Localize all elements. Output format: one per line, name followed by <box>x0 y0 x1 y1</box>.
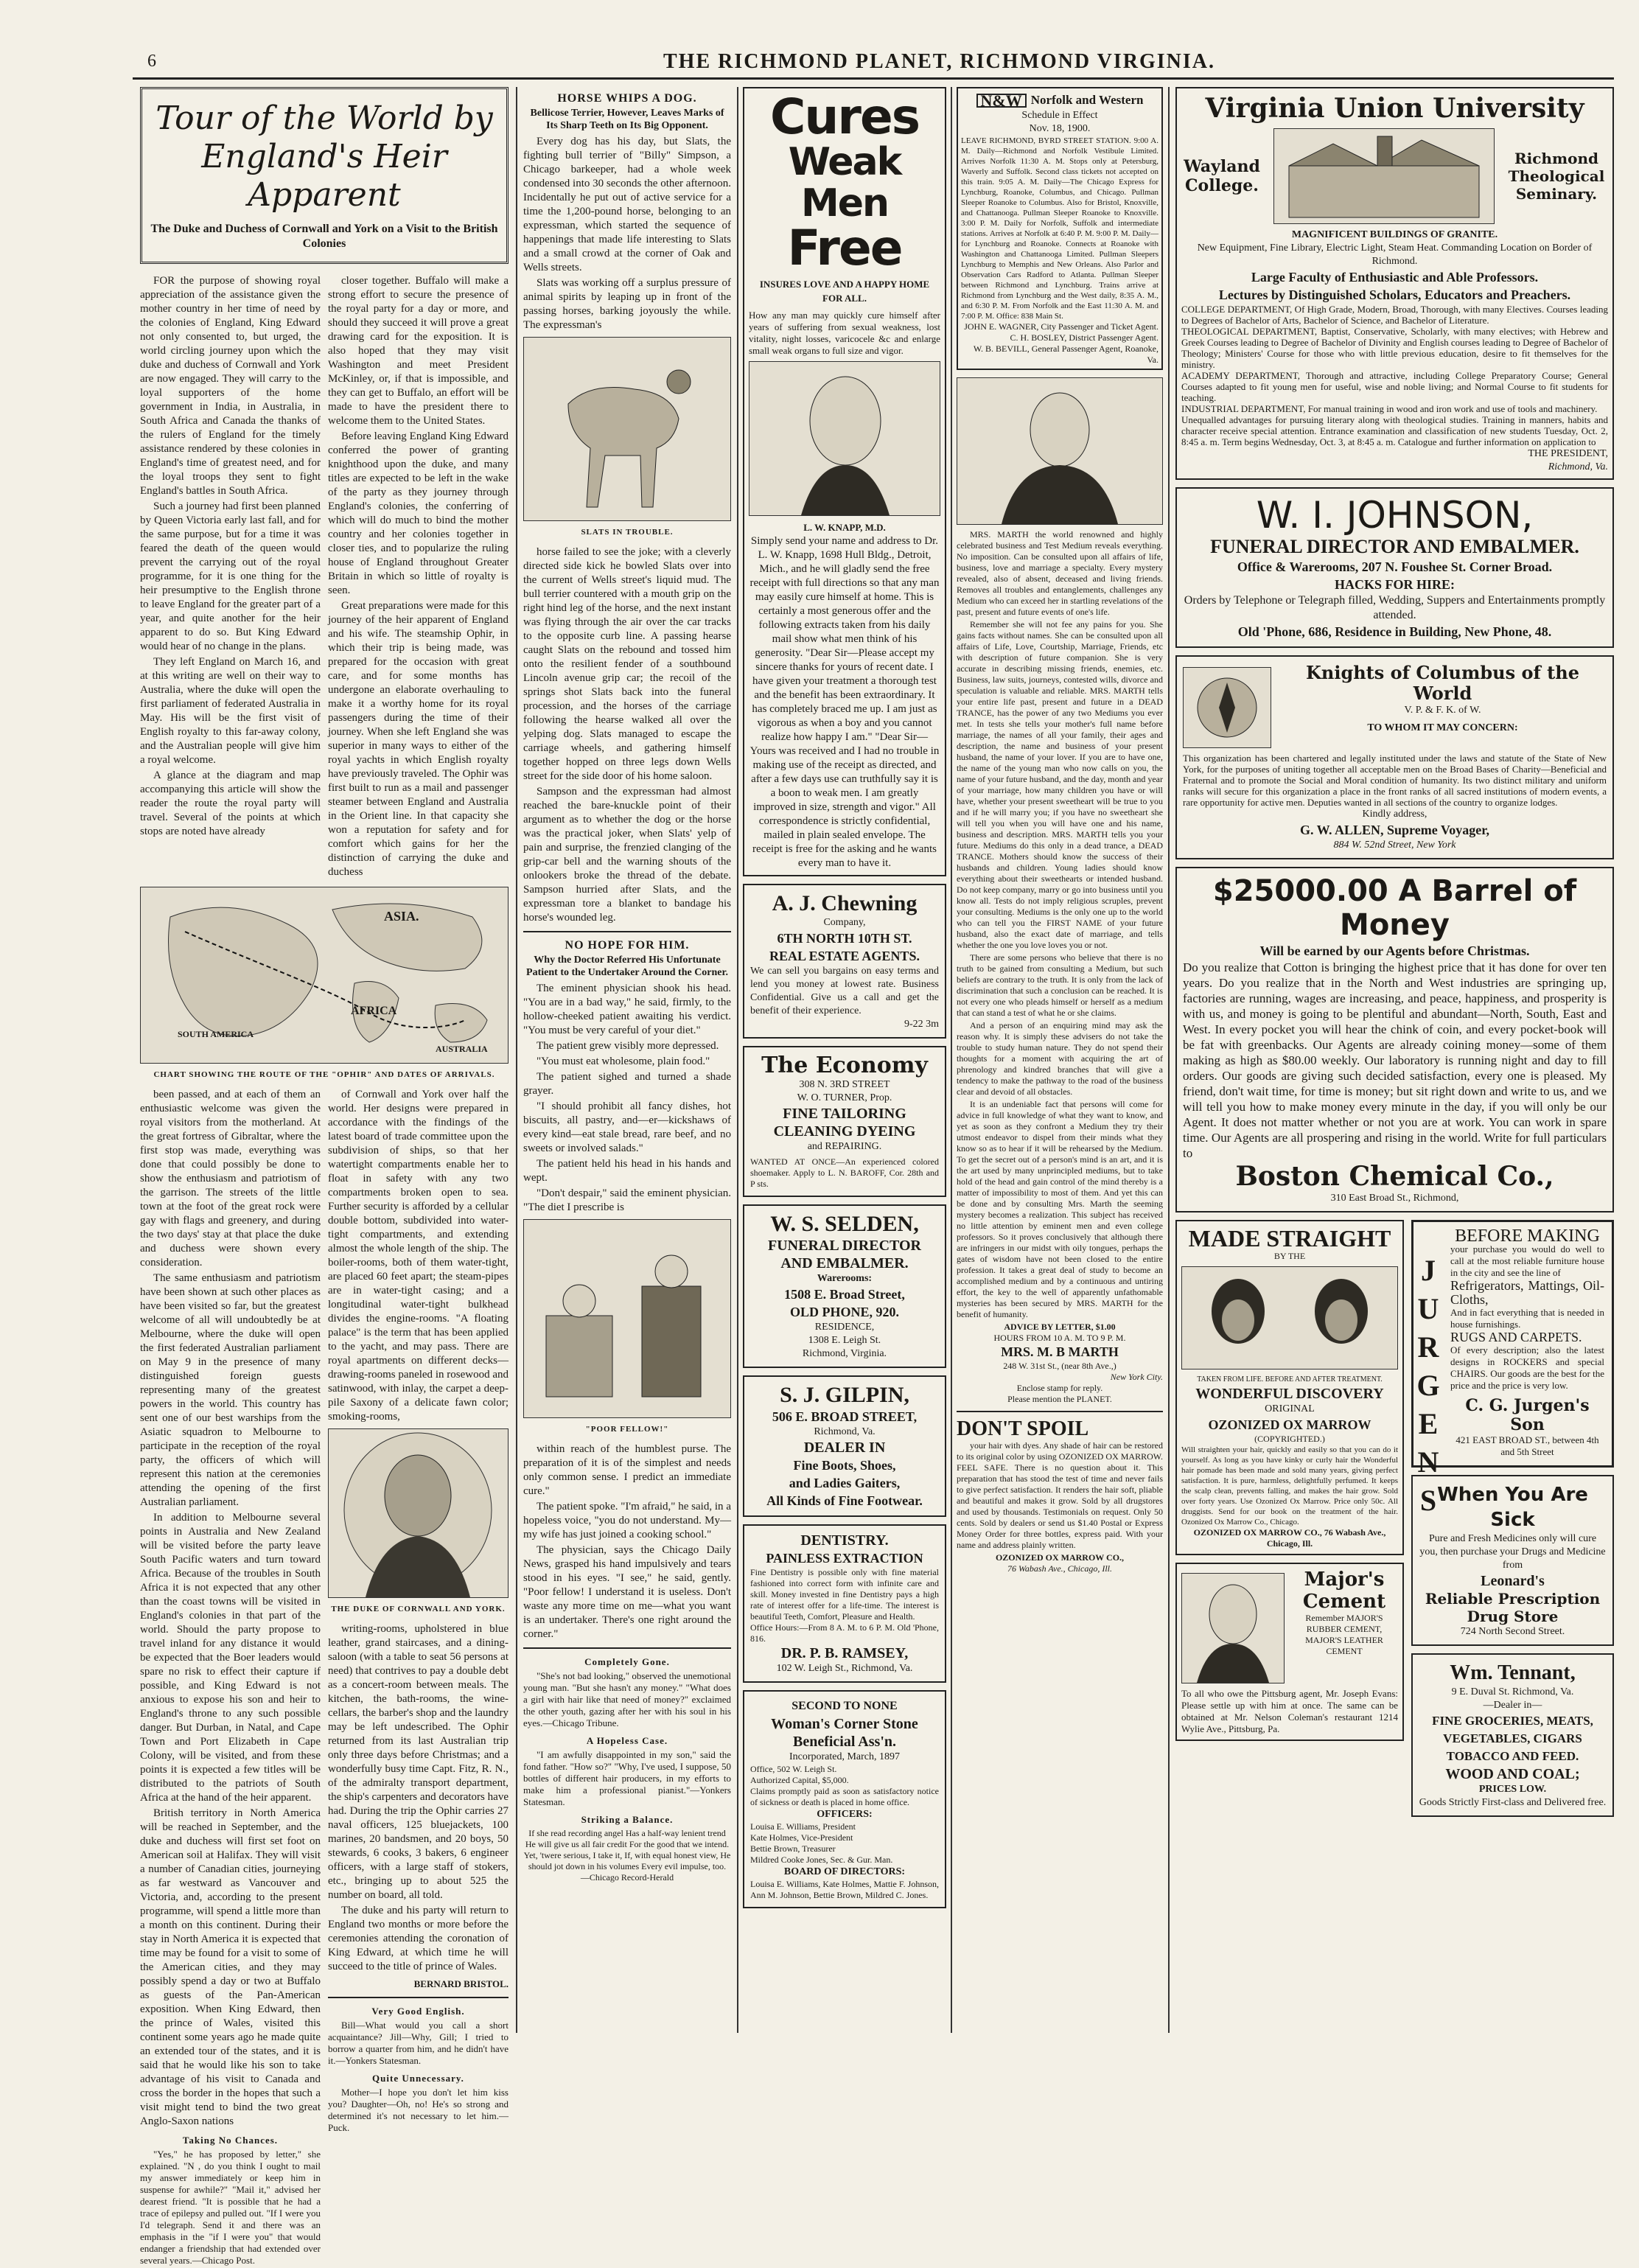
vuu-sig: THE PRESIDENT, <box>1528 448 1608 459</box>
selden-residence: RESIDENCE, <box>814 1322 875 1333</box>
nw-date: Nov. 18, 1900. <box>1029 123 1091 134</box>
jurgens-text: your purchase you would do well to call at the most reliable furniture house in the city and see the line of <box>1450 1243 1604 1278</box>
marth-text: And a person of an enquiring mind may ask the reason why. It is simply these advisers do not take the trouble to study human nature. They do not spend their thoughts for a moment with acquiring the art of phrenology and kindred branches that will give a tendency to make the pathway to the road of the business clear and devoid of all obstacles. <box>957 1020 1163 1097</box>
story-text: "She's not bad looking," observed the unemotional young man. "But she hasn't any money." "What does a girl with hair like that need of money?" exclaimed the other youth, gazing after her with his soul in his eyes.—Chicago Tribune. <box>523 1670 731 1728</box>
tennant-prices: PRICES LOW. <box>1478 1784 1547 1795</box>
dentistry-doctor: DR. P. B. RAMSEY, <box>780 1645 909 1661</box>
ads-column-1 <box>743 87 946 2033</box>
dentistry-subtitle: PAINLESS EXTRACTION <box>766 1551 923 1566</box>
economy-wanted: WANTED AT ONCE—An experienced colored shoemaker. Apply to L. N. BAROFF, Cor. 28th and P sts. <box>750 1156 939 1189</box>
hair-company: OZONIZED OX MARROW CO., 76 Wabash Ave., Chicago, Ill. <box>1193 1527 1386 1549</box>
womans-capital: Authorized Capital, $5,000. <box>750 1775 849 1785</box>
tennant-address: 9 E. Duval St. Richmond, Va. <box>1451 1686 1574 1697</box>
johnson-office: Office & Warerooms, 207 N. Foushee St. Corner Broad. <box>1237 559 1553 574</box>
portrait-illustration <box>329 1429 508 1597</box>
gilpin-line: and Ladies Gaiters, <box>789 1476 901 1490</box>
marth-address: 248 W. 31st St., (near 8th Ave.,) <box>1003 1361 1116 1371</box>
chewning-business: REAL ESTATE AGENTS. <box>769 949 920 963</box>
chewning-address: 6TH NORTH 10TH ST. <box>777 931 912 946</box>
vuu-building <box>1273 128 1495 224</box>
economy-line: FINE TAILORING <box>783 1106 906 1122</box>
vuu-ad <box>1175 87 1614 480</box>
selden-address: 1508 E. Broad Street, <box>784 1287 905 1302</box>
joke-title: Very Good English. <box>371 2006 465 2017</box>
masthead <box>133 46 1614 80</box>
hair-by: BY THE <box>1273 1251 1306 1261</box>
womans-officers-title: OFFICERS: <box>817 1809 873 1820</box>
gilpin-city: Richmond, Va. <box>814 1426 876 1437</box>
marth-text: MRS. MARTH the world renowned and highly celebrated business and Test Medium reveals everything. No imposition. Can be consulted upon all affairs of life, business, love and marriage a specialty. Every mystery revealed, also of absent, deceased and living friends. Removes all troubles and entanglements, challenges any Medium who can exceed her in startling revelations of the past, present and future events of one's life. <box>957 529 1163 617</box>
story-paragraph: The patient grew visibly more depressed. <box>537 1040 719 1052</box>
nw-schedule: LEAVE RICHMOND, BYRD STREET STATION. 9:00 A. M. Daily—Richmond and Norfolk Vestibule Limited. Arrives Norfolk 11:30 A. M. Stops only at Petersburg, Waverly and Suffolk. Second class tickets not accepted on this train. 9:05 A. M. Daily—The Chicago Express for Lynchburg, Roanoke, Columbus, and Chicago. Pullman Sleeper Roanoke to Columbus. Also for Bristol, Knoxville, and Chattanooga. Pullman Sleeper Roanoke to Knoxville. 3:00 P. M. Daily for Norfolk, Suffolk and intermediate stations. Arrives at Norfolk at 6:40 P. M. 9:00 P. M. Daily—for Lynchburg and Roanoke. Connects at Roanoke with Washington and Chattanooga Limited. Pullman Sleepers Lynchburg to Memphis and New Orleans. Also Parlor and Observation Cars Radford to Atlanta. Pullman Sleeper between Richmond and Lynchburg. Trains arrive at Richmond from Lynchburg and the West daily, 8:35 A. M., and 6:30 P. M. From Norfolk and the East 11:30 A. M. and 7:00 P. M. Office: 838 Main St. <box>961 136 1159 321</box>
vuu-buildings: MAGNIFICENT BUILDINGS OF GRANITE. <box>1291 229 1498 240</box>
when-sick-address: 724 North Second Street. <box>1460 1626 1565 1637</box>
dentistry-hours: Office Hours:—From 8 A. M. to 6 P. M. Old 'Phone, 816. <box>750 1622 939 1644</box>
map-label: AFRICA <box>351 1005 397 1017</box>
johnson-hacks: HACKS FOR HIRE: <box>1334 577 1455 592</box>
knights-kindly: Kindly address, <box>1362 809 1427 820</box>
womans-officer: Louisa E. Williams, President <box>750 1821 856 1832</box>
nw-railway-ad <box>957 87 1163 370</box>
jurgens-letter: U <box>1417 1292 1439 1325</box>
newspaper-title: THE RICHMOND PLANET, RICHMOND VIRGINIA. <box>663 50 1216 73</box>
nw-title: Norfolk and Western <box>1030 93 1144 107</box>
story-title: NO HOPE FOR HIM. <box>565 939 690 952</box>
map-label: AUSTRALIA <box>436 1044 488 1054</box>
selden-phone: OLD PHONE, 920. <box>789 1305 899 1319</box>
tour-article <box>140 87 509 2266</box>
vuu-lectures: Lectures by Distinguished Scholars, Educators and Preachers. <box>1218 287 1571 302</box>
story-text: "I am awfully disappointed in my son," said the fond father. "How so?" "Why, I've used, I suppose, 50 bottles of different hair producers, in my efforts to make him a professional pianist."—Yonkers Statesman. <box>523 1749 731 1807</box>
story-paragraph: The patient sighed and turned a shade grayer. <box>523 1071 731 1097</box>
story-title: A Hopeless Case. <box>586 1735 668 1746</box>
johnson-phone: Old 'Phone, 686, Residence in Building, New Phone, 48. <box>1237 624 1552 639</box>
hair-name: OZONIZED OX MARROW <box>1208 1417 1371 1432</box>
column-rule <box>737 87 738 2033</box>
tour-paragraph: They left England on March 16, and at this writing are well on their way to Australia, where the duke will open the first parliament of federated Australia in May. His will be the first visit of English royalty to this far-away colony, and the Australian people will give him a royal welcome. <box>140 656 321 766</box>
nw-sub: Schedule in Effect <box>1021 110 1098 121</box>
nw-agent: JOHN E. WAGNER, City Passenger and Ticket Agent. <box>964 321 1159 332</box>
vuu-department: ACADEMY DEPARTMENT, Thorough and attractive, including College Preparatory Course; General Courses adapted to fit young men for useful, wise and noble living; and Normal Course to fit students for teaching. <box>1181 370 1608 403</box>
barrel-company: Boston Chemical Co., <box>1235 1161 1554 1192</box>
cures-tagline: INSURES LOVE AND A HAPPY HOME FOR ALL. <box>759 279 930 304</box>
marth-portrait <box>957 377 1163 525</box>
womans-name: Woman's Corner Stone Beneficial Ass'n. <box>771 1716 918 1750</box>
womans-board-title: BOARD OF DIRECTORS: <box>783 1866 906 1877</box>
majors-drawing <box>1182 1574 1284 1683</box>
slats-illustration <box>523 337 731 521</box>
selden-label: Warerooms: <box>817 1273 873 1284</box>
knights-to: TO WHOM IT MAY CONCERN: <box>1367 722 1518 733</box>
economy-address: 308 N. 3RD STREET <box>799 1079 890 1090</box>
when-sick-title: When You Are Sick <box>1437 1484 1588 1531</box>
selden-city: Richmond, Virginia. <box>802 1348 887 1359</box>
author-signature: BERNARD BRISTOL. <box>413 1978 509 1989</box>
nw-agent: W. B. BEVILL, General Passenger Agent, Roanoke, Va. <box>973 343 1159 365</box>
marth-text: There are some persons who believe that there is no truth to be gained from consulting a Medium, but such beliefs are contrary to the truth. It is only from the lack of discrimination that such a conclusion can be reached. It is not every one who pleads himself or herself as a medium that can stand a test of what he or she claims. <box>957 952 1163 1018</box>
nw-logo-icon: N&W <box>976 94 1027 108</box>
chewning-name: A. J. Chewning <box>772 891 918 915</box>
selden-name: W. S. SELDEN, <box>770 1212 919 1236</box>
economy-ad <box>743 1046 946 1197</box>
column-rule <box>516 87 517 2033</box>
map-label: SOUTH AMERICA <box>178 1029 254 1039</box>
tour-paragraph: The same enthusiasm and patriotism have been shown at such other places as have been visited so far, but the greatest welcome of all will undoubtedly be at Melbourne, where the duke will open the first federated Australian parliament on May 9 in the presence of many distinguished foreign guests representing many of the greatest powers in the world. This country has sent one of our best warships from the Asiatic squadron to Melbourne to participate in the reception of the royal party, the officers of which will represent this nation at the ceremonies attending the opening of the first Australian parliament. <box>140 1272 321 1508</box>
story-paragraph: within reach of the humblest purse. The preparation of it is of the simplest and needs only common sense. I predict an immediate cure." <box>523 1443 731 1497</box>
tour-subhead: The Duke and Duchess of Cornwall and York on a Visit to the British Colonies <box>150 223 498 250</box>
story-title: HORSE WHIPS A DOG. <box>557 92 697 105</box>
womans-officer: Mildred Cooke Jones, Sec. & Gur. Man. <box>750 1854 893 1865</box>
vuu-left: Wayland College. <box>1184 157 1260 195</box>
hair-product: WONDERFUL DISCOVERY <box>1195 1386 1384 1402</box>
gilpin-line: Fine Boots, Shoes, <box>793 1458 896 1473</box>
cures-heading: Free <box>787 220 902 276</box>
hair-copyrighted: (COPYRIGHTED.) <box>1254 1434 1325 1444</box>
tour-paragraph: The duke and his party will return to England two months or more before the ceremonies attending the coronation of King Edward, at which time he will succeed to the title of prince of Wales. <box>328 1905 509 1972</box>
majors-portrait <box>1181 1573 1285 1683</box>
jurgens-text: Of every description; also the latest designs in ROCKERS and special CHAIRS. Our goods are the best for the price and the price is very low. <box>1450 1344 1604 1391</box>
womans-ad <box>743 1690 946 1908</box>
cures-body: Simply send your name and address to Dr. L. W. Knapp, 1698 Hull Bldg., Detroit, Mich., and he will gladly send the free receipt with full directions so that any man may easily cure himself at home. This is certainly a most generous offer and the following extracts taken from his daily mail show what men think of his generosity. "Dear Sir—Please accept my sincere thanks for yours of recent date. I have given your treatment a thorough test and the benefit has been extraordinary. It has completely braced me up. I am just as vigorous as when a boy and you cannot realize how happy I am." "Dear Sir—Yours was received and I had no trouble in making use of the receipt as directed, and after a few days use can truthfully say it is a boon to weak men. I am greatly improved in size, strength and vigor." All correspondence is strictly confidential, mailed in plain sealed envelope. The receipt is free for the asking and he wants every man to have it. <box>749 535 940 869</box>
cures-intro: How any man may quickly cure himself after years of suffering from sexual weakness, lost vitality, night losses, varicocele &c and enlarge small weak organs to full size and vigor. <box>749 310 940 356</box>
tennant-wood: WOOD AND COAL; <box>1445 1766 1580 1782</box>
knights-sub: V. P. & F. K. of W. <box>1404 705 1481 716</box>
womans-incorporated: Incorporated, March, 1897 <box>789 1751 901 1762</box>
marth-stamp: Enclose stamp for reply. <box>1016 1383 1103 1393</box>
cures-heading: Weak Men <box>788 140 901 226</box>
tennant-ad <box>1411 1653 1614 1817</box>
tour-headline-box <box>140 87 509 264</box>
tour-headline: Tour of the World by England's Heir Apparent <box>155 100 493 214</box>
vuu-sig: Richmond, Va. <box>1548 461 1608 472</box>
doctor-drawing <box>524 1220 730 1417</box>
barrel-text: Do you realize that Cotton is bringing the highest price that it has done for over ten years. Do you realize that in the North and West industries are springing up, factories are running, wages are increasing, and peace, happiness, and prosperity is with us, and money is going to be plentiful and abundant—North, South, East and West. In every pocket you will hear the chink of coin, and every pocket-book will be fat with greenbacks. Our Agents are already coining money—some of them making as high as $80.00 weekly. Our laboratory is running night and day to fill orders. Our goods are giving such decided satisfaction, every one is pleased. My friend, don't wait time, for time is money; but sit right down and write to us, and we will tell you how to make money every minute in the day, if you will only be our Agent. It does not matter whether or not you are at work. You can work in spare time. Our Agents are all prospering and rising in the world. Write for full particulars to <box>1183 960 1607 1160</box>
chewning-date: 9-22 3m <box>904 1019 939 1030</box>
story-title: Striking a Balance. <box>581 1814 674 1825</box>
tour-paragraph: writing-rooms, upholstered in blue leather, grand staircases, and a dining-saloon (with a table to seat 56 persons at need) that contrives to pay a double debt as a concert-room between meals. The kitchen, the bath-rooms, the wine-cellars, the barber's shop and the laundry may be left undescribed. The Ophir returned from its last Australian trip only three days before Christmas; and a wonderfully busy time Capt. Fitz, R. N., of the admiralty transport department, the ship's carpenters and decorators have had. During the trip the Ophir carries 27 naval officers, 125 bluejackets, 100 marines, 20 bandsmen, and 20 boys, 50 stewards, 6 cooks, 3 bakers, 6 engineer officers, with a large staff of stokers, etc., bringing up to about 525 the number on board, all told. <box>328 1623 509 1901</box>
marth-drawing <box>957 378 1162 524</box>
jurgens-letter: R <box>1417 1330 1439 1364</box>
tour-paragraph: closer together. Buffalo will make a strong effort to secure the presence of the royal party for a day or more, and should they succeed it will prove a great drawing card for the exposition. It is also hoped that they may visit Washington and meet President McKinley, or, if that is impossible, and they can get to Buffalo, an effort will be made to have the president there to welcome them to the United States. <box>328 275 509 427</box>
dentistry-address: 102 W. Leigh St., Richmond, Va. <box>776 1663 913 1674</box>
tennant-delivered: Goods Strictly First-class and Delivered free. <box>1419 1797 1607 1808</box>
johnson-name: W. I. JOHNSON, <box>1256 494 1534 537</box>
column-rule <box>1168 87 1170 2033</box>
story-paragraph: "You must eat wholesome, plain food." <box>537 1056 710 1067</box>
hair-text: Will straighten your hair, quickly and easily so that you can do it yourself. As long as you have kinky or curly hair the Wonderful hair pomade has been made and sold many years, giving perfect satisfaction. It is pure, harmless, delightfully perfumed. It keeps the scalp clean, prevents falling, and makes the hair grow. Sold over forty years. Use Ozonized Ox Marrow. Price only 50c. All druggists. Send for our book on the treatment of the hair. Ozonized Ox Marrow Co., Chicago. <box>1181 1445 1398 1526</box>
vuu-closing: Unequalled advantages for pursuing literary along with theological studies. Training in manners, habits and character receive special attention. Entrance examination and classification of new students Tuesday, Oct. 2, 8:45 a. m. Term begins Wednesday, Oct. 3, at 8:45 a. m. Catalogue and further information on application to <box>1181 414 1608 447</box>
jurgens-letters <box>1413 1252 1443 1520</box>
dont-spoil-company: OZONIZED OX MARROW CO., <box>995 1552 1125 1563</box>
jurgens-items: RUGS AND CARPETS. <box>1450 1330 1582 1344</box>
barrel-title: $25000.00 A Barrel of Money <box>1212 874 1577 942</box>
story-paragraph: "Don't despair," said the eminent physician. "The diet I prescribe is <box>523 1187 731 1213</box>
hair-drawing <box>1183 1267 1397 1369</box>
womans-officer: Kate Holmes, Vice-President <box>750 1832 853 1843</box>
chewning-text: We can sell you bargains on easy terms and lend you money at lowest rate. Business Confidential. Give us a call and get the benefit of their experience. <box>750 966 939 1016</box>
cures-ad <box>743 87 946 876</box>
marth-text: Remember she will not fee any pains for you. She gains facts without names. She can be consulted upon all affairs of Life, Love, Courtship, Marriage, Friends, etc with description of future companion. She is very accurate in describing missing friends, enemies, etc. Business, law suits, journeys, contested wills, divorce and speculation is valuable and reliable. MRS. MARTH tells your entire life past, present and future in a DEAD TRANCE, has the power of any two Mediums you ever met. In tests she tells your mother's full name before marriage, the names of all your family, their ages and description, the name and business of your present husband, the name of your lover. If you are to have one, the name of the young man who now calls on you, the name of your future husband, and the day, month and year of your marriage, how many children you have or will have, whether your present sweetheart will be true to you and if he will marry you; if you have no sweetheart she will tell you when you will have one and his name, business and description. MRS. MARTH tells you your future. Mediums do this only in a dead trance, a DEAD TRANCE. Mothers should know the success of their husbands and children. Young ladies should know everything about their sweethearts or intended husband. Do not keep company, marry or go into business until you know all. Tests do not imply religious scruples, prevent your consulting. Mediums is the only one up to the world who can tell you the FIRST NAME of your future husband, also the exact date of marriage, and tells whether the one you love loves you or not. <box>957 619 1163 950</box>
knights-text: This organization has been chartered and legally instituted under the laws and statute of the State of New York, for the purposes of uniting together all acceptable men on the Broad Bases of Charity—Beneficial and Fraternal and to promote the Social and Moral condition of humanity. Its two distinct military and uniform ranks will secure for this organization a place in the front ranks of all sacred institutions of modern events, a rare opportunity for active men. Deputies wanted in all sections of the country to organize lodges. <box>1183 753 1607 808</box>
barrel-ad <box>1175 867 1614 1212</box>
tour-col-lower-left <box>140 1088 321 2268</box>
cures-heading: Cures <box>769 88 920 145</box>
tour-paragraph: Before leaving England King Edward conferred the power of granting knighthood upon the duke, and many titles are expected to be left in the wake of the party as they journey through England's colonies, the conferring of which will do much to bind the mother country and her colonies together in closer ties, and to popularize the ruling house of England throughout Greater Britain in which so little of royalty is seen. <box>328 430 509 596</box>
selden-ad <box>743 1204 946 1368</box>
marth-name: MRS. M. B MARTH <box>1001 1344 1119 1359</box>
marth-text: It is an undeniable fact that persons will come for advice in full knowledge of what they want to know, and yet as soon as they confront a Medium they try their utmost endeavor to dispel from their minds what they know so as to hear if it will be rehearsed by the Medium. To get the secret out of a person's mind is an art, and it is the art used by many unprincipled mediums, but to take hold of the head and gain control of the mind thereby is a matter of impossibility to most of them. And yet this can be done and by consulting Mrs. Marth the seeming mystery becomes a realization. This subject has received no little attention by eminent men and even college professors. So it proves conclusively that although there are infringers in our midst with oily tongues, perhaps the gates of wisdom have not been closed to the entire profession. It takes a great deal of study to become an accomplished medium and by a continuous and untiring effort, the key to the well of apparently unfathomable mysteries has been secured by MRS. MARTH for the benefit of humanity. <box>957 1099 1163 1319</box>
economy-line: and REPAIRING. <box>807 1141 882 1152</box>
jurgens-letter: S <box>1419 1484 1437 1517</box>
tour-col-right <box>328 274 509 881</box>
ads-column-3 <box>1175 87 1614 2033</box>
story-subhead: Why the Doctor Referred His Unfortunate Patient to the Undertaker Around the Corner. <box>526 955 728 978</box>
majors-cement-ad <box>1175 1563 1404 1741</box>
tour-paragraph: In addition to Melbourne several points in Australia and New Zealand will be visited before the party leave South Pacific waters and turn toward Africa. Because of the troubles in South Africa it is not expected that any other than the coast towns will be visited in England's colonies in that part of the world. Should the party propose to travel inland for any distance it would be expected that the Boer leaders would spare no risk to effect their capture if possible, and King Edward is not anxious to expose his son and heir to England's throne to any such possible danger. But Durban, in Natal, and Cape Town and Port Elizabeth in Cape Colony, will be visited, and from these points it is expected a few titles will be distributed to the patriots of South Africa at the hand of the heir apparent. <box>140 1512 321 1804</box>
jurgens-letter: N <box>1417 1445 1439 1479</box>
divider <box>957 1411 1163 1412</box>
joke-text: "Yes," he has proposed by letter," she explained. "N , do you think I ought to mail my answer immediately or keep him in suspense for awhile?" "Mail it," advised her dearest friend. "It is possible that he had a trace of epilepsy and pulled out. "If I were you I'd telegraph. Send it and there was an emphasis in the "if I were you" that would endanger a friendship that had extended over several years.—Chicago Post. <box>140 2149 321 2266</box>
column-rule <box>951 87 952 2033</box>
vuu-department: THEOLOGICAL DEPARTMENT, Baptist, Conservative, Scholarly, with many electives; with Hebrew and Greek Courses leading to Degree of Bachelor of Divinity and English courses leading to Degree of Bachelor of Theology; Ministers' Course for those who with little previous education, desire to fit themselves for the ministry. <box>1181 326 1608 370</box>
knapp-drawing <box>749 362 941 515</box>
barrel-sub: Will be earned by our Agents before Christmas. <box>1259 943 1530 958</box>
story-paragraph: The physician, says the Chicago Daily News, grasped his hand impulsively and tears stood in his eyes. "I see," he said, gently. "Poor fellow! I understand it is useless. Don't waste any more time on me—what you want is an undertaker. There's one right around the corner." <box>523 1544 731 1640</box>
joke-text: Mother—I hope you don't let him kiss you? Daughter—Oh, no! He's so strong and determined it's not necessary to let him.—Puck. <box>328 2087 509 2133</box>
majors-remember: Remember MAJOR'S RUBBER CEMENT, MAJOR'S LEATHER CEMENT <box>1305 1613 1383 1656</box>
duke-portrait <box>328 1428 509 1598</box>
map-label: ASIA. <box>384 909 419 924</box>
dentistry-ad <box>743 1524 946 1683</box>
story-subhead: Bellicose Terrier, However, Leaves Marks of Its Sharp Teeth on Its Big Opponent. <box>530 108 724 131</box>
vuu-department: COLLEGE DEPARTMENT, Of High Grade, Modern, Broad, Thorough, with many Electives. Courses leading to Degrees of Bachelor of Arts, Bachelor of Science, and Bachelor of Literature. <box>1181 304 1608 326</box>
gilpin-ad <box>743 1375 946 1517</box>
jurgens-items: Refrigerators, Mattings, Oil-Cloths, <box>1450 1278 1604 1307</box>
tour-paragraph: of Cornwall and York over half the world. Her designs were prepared in accordance with the findings of the latest board of trade committee upon the subdivision of ships, so that her watertight compartments enable her to float in safety with any two compartments broken open to sea. Further security is afforded by a cellular double bottom, subdivided into water-tight compartments, and extending almost the whole length of the ship. The boiler-rooms, both of them water-tight, are placed 60 feet apart; the steam-pipes are in water-tight casing; and a longitudinal water-tight bulkhead divides the engine-rooms. "A floating palace" is the term that has been applied to the yacht, and may pass. There are royal apartments on different decks—drawing-rooms paneled in rosewood and satinwood, with inlay, the carpet a deep-pile Saxony of a delicate fawn color; smoking-rooms, <box>328 1089 509 1423</box>
knights-drawing <box>1184 668 1271 747</box>
story-paragraph: The eminent physician shook his head. "You are in a bad way," he said, firmly, to the hollow-cheeked patient awaiting his verdict. "You must be very careful of your diet." <box>523 983 731 1036</box>
hair-ad <box>1175 1220 1404 1555</box>
tennant-name: Wm. Tennant, <box>1450 1661 1576 1684</box>
tour-paragraph: Such a journey had first been planned by Queen Victoria early last fall, and for the same purpose, but for a time it was feared the death of the queen would prevent the carrying out of the royal programme, for it is one thing for the heir presumptive to the English throne to leave England for the greater part of a year, and quite another for the heir apparent to do so. But King Edward would hear of no change in the plans. <box>140 500 321 652</box>
divider <box>523 1647 731 1649</box>
hair-original: ORIGINAL <box>1265 1403 1315 1414</box>
knights-title: Knights of Columbus of the World <box>1306 662 1579 704</box>
majors-title: Major's Cement <box>1302 1569 1386 1613</box>
divider <box>328 1997 509 1998</box>
illustration-caption: "POOR FELLOW!" <box>585 1425 669 1434</box>
story-paragraph: The patient held his head in his hands and wept. <box>523 1158 731 1184</box>
story-paragraph: horse failed to see the joke; with a cleverly directed side kick he bowled Slats over into the current of Wells street's liquid mud. The bull terrier countered with a mouth grip on the right hind leg of the horse, and the next instant was flying through the air over the car tracks to the opposite curb line. A passing hearse caught Slats on the rebound and tossed him onto the resilient fender of a southbound Lincoln avenue grip car; the recoil of the springs shot Slats back into the funeral procession, and the horses of the carriage following the hearse walked all over the yelping dog. Slats managed to escape the carriage wheels, and gathering himself together hopped on three legs down Wells street for the side door of his home saloon. <box>523 546 731 782</box>
hair-caption: TAKEN FROM LIFE. BEFORE AND AFTER TREATMENT. <box>1197 1375 1383 1384</box>
jurgens-name: C. G. Jurgen's Son <box>1465 1396 1590 1434</box>
jurgens-letter: J <box>1421 1254 1436 1287</box>
knights-ad <box>1175 655 1614 859</box>
johnson-orders: Orders by Telephone or Telegraph filled, Wedding, Suppers and Entertainments promptly attended. <box>1184 594 1606 621</box>
womans-board: Louisa E. Williams, Kate Holmes, Mattie F. Johnson, Ann M. Johnson, Bettie Brown, Mildred C. Jones. <box>750 1879 939 1900</box>
tour-col-left <box>140 274 321 881</box>
tour-paragraph: Great preparations were made for this journey of the heir apparent of England and his wife. The steamship Ophir, in which their trip is being made, was prepared for the occasion with great care, and for some months has undergone an elaborate overhauling to make it a worthy home for its royal passengers during the time of their journey. When she left England she was superior in many ways to either of the royal yachts in which English royalty have previously traveled. The Ophir was first built to run as a mail and passenger steamer between England and Australia in the Orient line. In that capacity she won a reputation for safety and for comfort which gains for her the distinction of carrying the duke and duchess <box>328 600 509 878</box>
jurgens-text: And in fact everything that is needed in house furnishings. <box>1450 1307 1604 1330</box>
story-paragraph: The patient spoke. "I'm afraid," he said, in a hopeless voice, "you do not understand. My—my wife has just joined a cooking school." <box>523 1501 731 1541</box>
chewning-company: Company, <box>823 917 866 928</box>
selden-res-address: 1308 E. Leigh St. <box>808 1335 881 1346</box>
vuu-right: Richmond Theological Seminary. <box>1508 150 1605 203</box>
vuu-department: INDUSTRIAL DEPARTMENT, For manual training in wood and iron work and use of tools and machinery. <box>1181 403 1598 414</box>
poem-text: If she read recording angel Has a half-way lenient trend He will give us all fair credit For the good that we intend. Yet, 'twere serious, I take it, If, with equal honest view, He should jot down in his volumes Every evil impulse, too. —Chicago Record-Herald <box>523 1828 731 1883</box>
doctor-illustration <box>523 1219 731 1418</box>
tennant-goods: FINE GROCERIES, MEATS, VEGETABLES, CIGARS TOBACCO AND FEED. <box>1432 1714 1593 1763</box>
barrel-address: 310 East Broad St., Richmond, <box>1330 1193 1459 1204</box>
when-sick-name: Leonard's <box>1481 1573 1545 1589</box>
jurgens-address: 421 EAST BROAD ST., between 4th and 5th Street <box>1455 1434 1599 1457</box>
ads-column-2 <box>957 87 1163 2033</box>
jurgens-before: BEFORE MAKING <box>1455 1227 1600 1246</box>
jurgens-letter: E <box>1418 1407 1439 1440</box>
marth-advice: ADVICE BY LETTER, $1.00 <box>1004 1322 1116 1332</box>
womans-office: Office, 502 W. Leigh St. <box>750 1764 837 1774</box>
economy-proprietor: W. O. TURNER, Prop. <box>797 1092 892 1103</box>
story-paragraph: Sampson and the expressman had almost reached the bare-knuckle point of their argument as to whether the dog or the horse was the practical joker, when Slats' yelp of pain and surprise, the frenzied clanging of the grip-car bell and the warning shouts of the onlookers broke the thread of the debate. Sampson hurried after Slats, and the expressman tore a blanket to bandage his horse's wounded leg. <box>523 786 731 924</box>
marth-mention: Please mention the PLANET. <box>1007 1394 1112 1404</box>
dont-spoil-title: DON'T SPOIL <box>957 1417 1089 1440</box>
joke-title: Taking No Chances. <box>182 2135 279 2146</box>
tour-paragraph: British territory in North America will be reached in September, and the duke and duchess will first set foot on American soil at Halifax. They will visit a number of Canadian cities, journeying as far westward as Vancouver and Victoria, and, according to the present programme, will spend a little more than a month on this continent. During their stay in North America it is expected that time may be found for a visit to some of the American cities, and they may possibly spend a day or two at Buffalo as guests of the Pan-American exposition. When King Edward, then the prince of Wales, visited this continent some years ago he made quite an extended tour of the states, and it is said that he would like his son to take advantage of his visit to Canada and cross the border in the hopes that such a visit might tend to bind the two great Anglo-Saxon nations <box>140 1807 321 2127</box>
nw-agent: C. H. BOSLEY, District Passenger Agent. <box>1010 332 1159 343</box>
vuu-faculty: Large Faculty of Enthusiastic and Able Professors. <box>1251 270 1539 285</box>
selden-line: FUNERAL DIRECTOR <box>768 1238 921 1254</box>
knights-sig: G. W. ALLEN, Supreme Voyager, <box>1299 823 1490 837</box>
divider <box>523 931 731 932</box>
dont-spoil-ad <box>957 1418 1163 1574</box>
gilpin-name: S. J. GILPIN, <box>780 1383 909 1407</box>
gilpin-address: 506 E. BROAD STREET, <box>772 1409 918 1424</box>
when-sick-text: Pure and Fresh Medicines only will cure you, then purchase your Drugs and Medicine from <box>1419 1533 1606 1571</box>
story-paragraph: Every dog has his day, but Slats, the fighting bull terrier of "Billy" Simpson, a Chicago barkeeper, had a whole week condensed into 30 seconds the other afternoon. Incidentally he put out of active service for a time the 1,200-pound horse, belonging to an expressman, which started the sequence of happenings that made life interesting to Slats and a small crowd at the corner of Oak and Wells streets. <box>523 136 732 273</box>
hair-before-after <box>1181 1266 1398 1369</box>
story-paragraph: Slats was working off a surplus pressure of animal spirits by leaping up in front of the passing horses, barking joyously the while. The expressman's <box>523 277 731 331</box>
marth-city: New York City. <box>1110 1372 1163 1382</box>
knapp-portrait <box>749 361 940 516</box>
stories-column <box>523 87 731 2033</box>
economy-name: The Economy <box>761 1053 928 1078</box>
womans-top: SECOND TO NONE <box>791 1700 898 1712</box>
joke-text: Bill—What would you call a short acquaintance? Jill—Why, Gill; I tried to borrow a quarter from him, and he didn't have it.—Yonkers Statesman. <box>328 2020 509 2066</box>
page-number: 6 <box>147 52 156 71</box>
womans-claims: Claims promptly paid as soon as satisfactory notice of sickness or death is placed in home office. <box>750 1786 939 1807</box>
joke-title: Quite Unnecessary. <box>372 2073 464 2084</box>
knights-address: 884 W. 52nd Street, New York <box>1333 840 1456 851</box>
vuu-equipment: New Equipment, Fine Library, Electric Light, Steam Heat. Commanding Location on Border of Richmond. <box>1197 242 1593 267</box>
dentistry-text: Fine Dentistry is possible only with fine material fashioned into correct form with infinite care and skill. Money invested in fine Dentistry pays a high rate of interest offer for a life-time. The interest is beautiful Teeth, Comfort, Pleasure and Health. <box>750 1567 939 1622</box>
tour-col-lower-right <box>328 1088 509 2268</box>
portrait-caption: THE DUKE OF CORNWALL AND YORK. <box>331 1605 506 1613</box>
economy-line: CLEANING DYEING <box>773 1123 916 1140</box>
womans-officer: Bettie Brown, Treasurer <box>750 1843 836 1854</box>
knapp-caption: L. W. KNAPP, M.D. <box>803 522 886 533</box>
hair-title: MADE STRAIGHT <box>1188 1225 1391 1252</box>
dont-spoil-address: 76 Wabash Ave., Chicago, Ill. <box>1007 1563 1112 1574</box>
tour-paragraph: FOR the purpose of showing royal appreciation of the assistance given the mother country in her time of need by the colonies of England, King Edward not only consented to, but urged, the world circling journey upon which the duke and duchess of Cornwall and York are now engaged. They will carry to the loyal supporters of the home government in India, in Australia, in South Africa and Canada the thanks of the rulers of England for the timely assistance rendered by these colonies in England's time of greatest need, and for the loyal troops they sent to fight England's battles in South Africa. <box>140 275 321 497</box>
gilpin-dealer: DEALER IN <box>803 1440 886 1456</box>
tour-paragraph: been passed, and at each of them an enthusiastic welcome was given the royal visitors from the motherland. At the great fortress of Gibraltar, where the first stop was made, everything was done that could possibly be done to show the enthusiasm and patriotism of the garrison. The streets of the little town at the foot of the great rock were gay with flags and greenery, and during the two days' stay at that place the duke and duchess were shown every consideration. <box>140 1089 321 1269</box>
marth-hours: HOURS FROM 10 A. M. TO 9 P. M. <box>993 1333 1126 1343</box>
selden-line: AND EMBALMER. <box>780 1255 909 1271</box>
gilpin-line: All Kinds of Fine Footwear. <box>766 1493 923 1508</box>
illustration-caption: SLATS IN TROUBLE. <box>581 528 674 537</box>
chewning-ad <box>743 884 946 1039</box>
majors-text: To all who owe the Pittsburg agent, Mr. Joseph Evans: Please settle up with him at once. The same can be obtained at Mr. Nelson Coleman's restaurant 1214 Wylie Ave., Pittsburg, Pa. <box>1181 1688 1398 1734</box>
tour-paragraph: A glance at the diagram and map accompanying this article will show the reader the route the royal party will travel. Several of the points at which stops are noted have already <box>140 770 321 837</box>
when-sick-line: Reliable Prescription Drug Store <box>1425 1590 1601 1625</box>
story-paragraph: "I should prohibit all fancy dishes, hot biscuits, all pastry, and—er—kickshaws of every kind—eat stale bread, rare beef, and no sweets or involved salads." <box>523 1100 731 1154</box>
tennant-dealer: —Dealer in— <box>1483 1700 1542 1711</box>
horse-drawing <box>524 338 730 520</box>
johnson-title: FUNERAL DIRECTOR AND EMBALMER. <box>1210 536 1579 557</box>
dentistry-title: DENTISTRY. <box>800 1532 889 1549</box>
johnson-ad <box>1175 487 1614 648</box>
jurgens-letter: G <box>1416 1369 1440 1402</box>
building-drawing <box>1274 129 1494 223</box>
vuu-title: Virginia Union University <box>1205 93 1584 124</box>
map-caption: CHART SHOWING THE ROUTE OF THE "OPHIR" AND DATES OF ARRIVALS. <box>153 1070 495 1079</box>
knights-emblem-icon <box>1183 667 1271 748</box>
story-title: Completely Gone. <box>584 1656 670 1667</box>
route-map <box>140 887 509 1064</box>
dont-spoil-text: your hair with dyes. Any shade of hair can be restored to its original color by using OZONIZED OX MARROW. FEEL SAFE. There is no question about it. This preparation that has stood the test of time and never fails to give perfect satisfaction. It renders the hair soft, pliable and beautiful and makes it grow. Sold by all drugstores and used by thousands. Testimonials on request. Only 50 cents. Sold by dealers or send us $1.40 Postal or Express Money Order for three bottles, express paid. With your name and address plainly written. <box>957 1440 1163 1550</box>
